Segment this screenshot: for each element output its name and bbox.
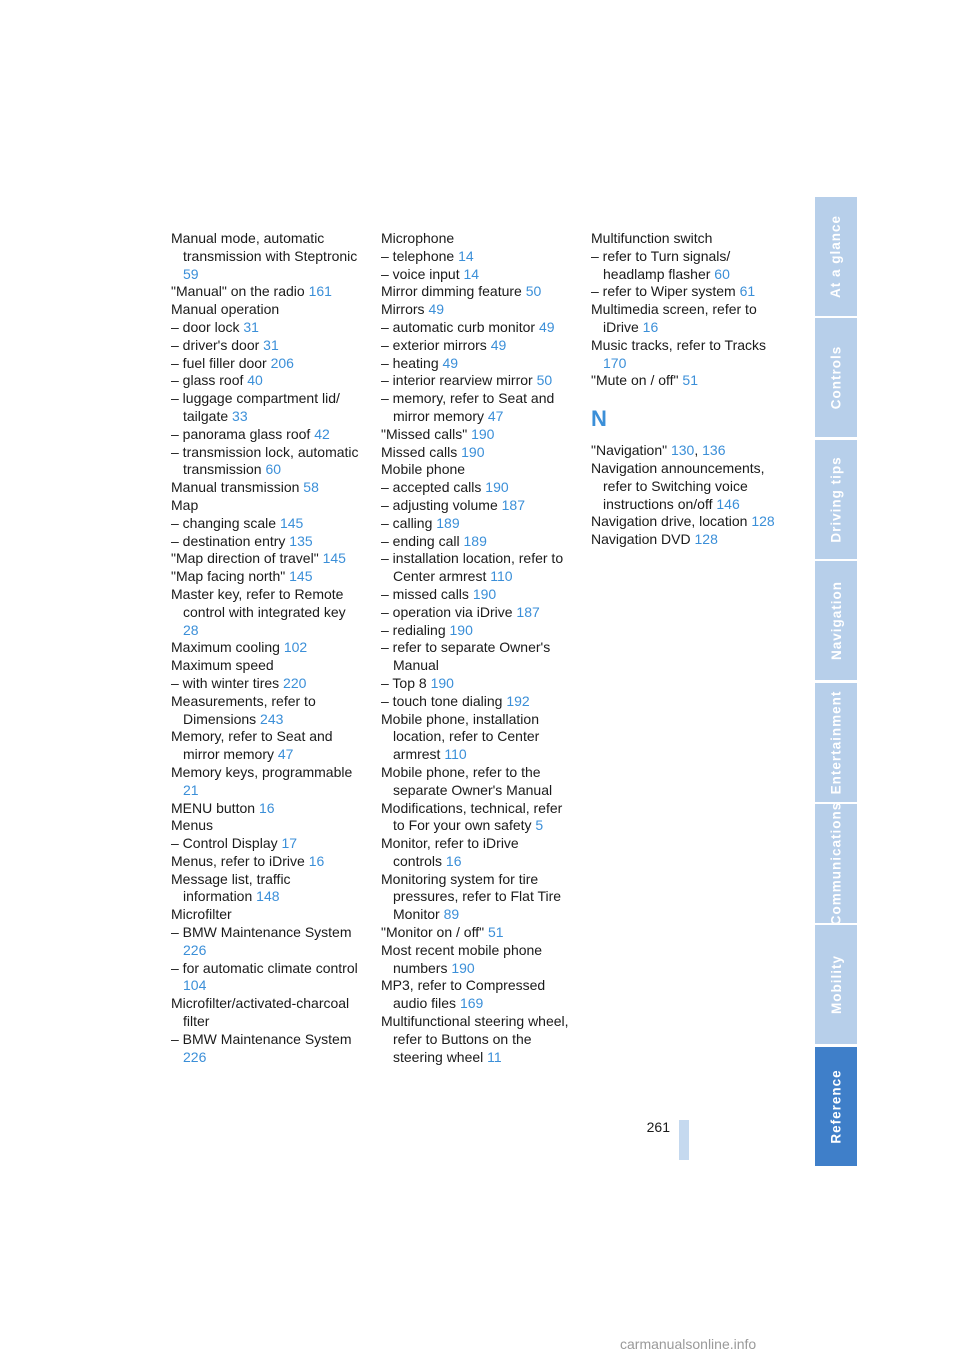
watermark-text: carmanualsonline.info [620,1336,757,1352]
index-entry [171,657,361,675]
index-entry [381,835,571,871]
entry-text: MENU button [171,799,256,816]
tab-label: Reference [828,1069,844,1144]
page-link[interactable]: 14 [463,265,480,282]
entry-text: Memory keys, programmable [171,763,353,780]
entry-text: "Navigation" [591,442,668,459]
index-entry [381,301,571,319]
entry-text: – operation via iDrive [381,603,513,620]
tab-entertainment[interactable] [815,683,857,802]
tab-label: At a glance [828,214,844,299]
index-entry [591,337,781,373]
page-link[interactable]: 187 [516,603,540,620]
entry-text: Navigation drive, location [591,513,748,530]
index-column-2 [381,230,571,1066]
page-link[interactable]: 190 [472,585,497,602]
index-subentry [171,960,361,996]
index-subentry [381,533,571,551]
entry-text: – exterior mirrors [381,336,487,353]
entry-text: Memory, refer to Seat and mirror memory [171,728,333,763]
tab-at-a-glance[interactable] [815,197,857,316]
index-column-1 [171,230,361,1066]
entry-text: – luggage compartment lid/ tailgate [171,390,340,424]
index-subentry [381,337,571,355]
tab-driving-tips[interactable] [815,440,857,559]
tab-label: Entertainment [828,690,844,795]
page-link[interactable]: 206 [270,354,294,371]
index-entry [381,977,571,1013]
entry-text: – with winter tires [171,674,280,691]
index-entry [171,853,361,871]
tab-navigation[interactable] [815,561,857,680]
entry-text: Manual mode, automatic transmission with Steptronic [171,230,358,264]
index-entry [171,693,361,729]
page-link[interactable]: 104 [183,977,207,994]
page-link[interactable]: 189 [463,532,487,549]
entry-text: Mirrors [381,301,425,318]
entry-text: "Mute on / off" [591,372,679,389]
page-link[interactable]: 16 [642,318,659,335]
index-subentry [381,248,571,266]
entry-text: – touch tone dialing [381,692,503,709]
entry-text: – destination entry [171,532,286,549]
index-entry [171,568,361,586]
entry-text: – fuel filler door [171,354,267,371]
entry-text: Music tracks, refer to Tracks [591,336,767,353]
index-entry [591,230,781,248]
entry-text: – door lock [171,318,240,335]
page-link[interactable]: 33 [232,407,248,424]
entry-text: – missed calls [381,585,469,602]
index-subentry [381,675,571,693]
page-link[interactable]: 135 [289,532,313,549]
page-link[interactable]: 60 [714,265,730,282]
page-link[interactable]: 49 [490,336,507,353]
page-link[interactable]: 170 [603,354,627,371]
page-link[interactable]: 31 [243,318,259,335]
page-link[interactable]: 49 [428,301,445,318]
page-separator: , [694,442,703,459]
entry-text: Monitor, refer to iDrive controls [381,835,519,869]
page-link[interactable]: 226 [183,941,207,958]
index-subentry [171,835,361,853]
index-entry [171,550,361,568]
index-subentry [381,515,571,533]
entry-text: Navigation announcements, refer to Switching voice instructions on/off [591,459,765,512]
tab-communications[interactable] [815,801,857,926]
entry-text: – accepted calls [381,479,482,496]
index-entry [171,639,361,657]
index-subentry [171,355,361,373]
page-link[interactable]: 58 [303,479,319,496]
index-subentry [381,266,571,284]
entry-text: Menus [171,817,214,834]
index-entry [171,230,361,283]
index-subentry [171,426,361,444]
index-column-3 [591,230,781,549]
page-link[interactable]: 49 [538,318,555,335]
page-link[interactable]: 190 [485,479,509,496]
entry-text: Microfilter/activated-charcoal filter [171,995,350,1030]
page-link[interactable]: 102 [283,639,308,656]
entry-text: Modifications, technical, refer to For your own safety [381,799,563,834]
entry-text: Measurements, refer to Dimensions [171,692,316,727]
index-subentry [591,283,781,301]
index-entry [171,817,361,835]
entry-text: – voice input [381,265,460,282]
index-subentry [171,372,361,390]
page-link[interactable]: 61 [739,283,756,300]
index-subentry [381,390,571,426]
entry-text: – ending call [381,532,460,549]
index-subentry [171,675,361,693]
page-link[interactable]: 220 [283,674,307,691]
page-link[interactable]: 190 [449,621,473,638]
index-entry [381,800,571,836]
index-entry [171,871,361,907]
index-entry [171,995,361,1031]
entry-text: – Control Display [171,835,278,852]
entry-text: Multifunction switch [591,230,713,246]
page-link[interactable]: 190 [430,674,454,691]
entry-text: – for automatic climate control [171,959,358,976]
page-link[interactable]: 21 [183,781,199,798]
index-subentry [171,390,361,426]
entry-text: Most recent mobile phone numbers [381,941,543,976]
page-link[interactable]: 17 [281,835,298,852]
page-link[interactable]: 145 [279,514,304,531]
index-entry [171,764,361,800]
page-link[interactable]: 190 [451,959,475,976]
page-link[interactable]: 59 [183,265,199,282]
index-entry [381,283,571,301]
entry-text: Manual transmission [171,479,300,496]
section-tabs [815,197,857,1160]
index-entry [171,283,361,301]
entry-text: MP3, refer to Compressed audio files [381,977,546,1012]
page-link[interactable]: 128 [751,513,775,530]
index-subentry [171,1031,361,1067]
page-link[interactable]: 16 [258,799,275,816]
entry-text: – refer to Turn signals/ headlamp flasher [591,247,731,282]
page-link[interactable]: 190 [471,425,495,442]
entry-text: Maximum speed [171,657,274,674]
entry-text: – heating [381,354,439,371]
entry-text: – interior rearview mirror [381,372,533,389]
entry-text: Mobile phone, refer to the separate Owner's Manual [381,763,553,798]
page-link[interactable]: 110 [444,746,467,763]
page-link[interactable]: 47 [277,746,294,763]
index-subentry [381,604,571,622]
page-link[interactable]: 226 [183,1048,207,1065]
tab-label: Controls [828,345,844,410]
tab-reference[interactable] [815,1047,857,1166]
index-subentry [381,693,571,711]
index-subentry [171,337,361,355]
index-entry [171,301,361,319]
index-subentry [381,639,571,675]
index-subentry [591,248,781,284]
index-subentry [381,586,571,604]
page-link[interactable]: 130 [670,442,695,459]
index-entry [591,531,781,549]
entry-text: – Top 8 [381,674,427,691]
entry-text: – adjusting volume [381,496,498,513]
page-link[interactable]: 50 [525,283,542,300]
entry-text: "Monitor on / off" [381,924,485,941]
entry-text: – redialing [381,621,446,638]
index-entry [591,460,781,513]
page-link[interactable]: 49 [442,354,459,371]
page-link[interactable]: 42 [314,425,330,442]
entry-text: "Missed calls" [381,425,468,442]
index-entry [381,1013,571,1066]
page-link[interactable]: 243 [260,710,284,727]
index-subentry [171,533,361,551]
entry-text: – refer to separate Owner's Manual [381,639,551,674]
index-entry [591,513,781,531]
index-subentry [381,622,571,640]
entry-text: – transmission lock, automatic transmission [171,443,359,478]
entry-text: "Manual" on the radio [171,283,305,300]
entry-text: Menus, refer to iDrive [171,852,305,869]
page-link[interactable]: 190 [461,443,485,460]
entry-text: – automatic curb monitor [381,318,536,335]
page-link[interactable]: 16 [308,852,325,869]
entry-text: – installation location, refer to Center armrest [381,550,564,585]
page-link[interactable]: 145 [289,568,313,585]
entry-text: Monitoring system for tire pressures, refer to Flat Tire Monitor [381,870,562,923]
entry-text: Multifunctional steering wheel, refer to Buttons on the steering wheel [381,1013,569,1065]
entry-text: Manual operation [171,301,280,318]
page-link[interactable]: 28 [183,621,199,638]
entry-text: Maximum cooling [171,639,280,656]
entry-text: – panorama glass roof [171,425,311,442]
entry-text: Mobile phone [381,461,466,478]
tab-controls[interactable] [815,318,857,437]
page-link[interactable]: 136 [702,442,726,459]
index-entry [591,442,781,460]
tab-label: Mobility [828,955,844,1014]
index-subentry [381,479,571,497]
entry-text: Navigation DVD [591,531,691,548]
entry-text: – telephone [381,247,455,264]
index-entry [381,942,571,978]
page-number: 261 [646,1119,670,1135]
entry-text: "Map facing north" [171,568,286,585]
entry-text: Missed calls [381,443,458,460]
index-entry [381,230,571,248]
page-link[interactable]: 40 [247,372,263,389]
index-subentry [381,550,571,586]
page-link[interactable]: 145 [322,550,346,567]
page-link[interactable]: 189 [436,514,460,531]
page-link[interactable]: 14 [458,247,474,264]
page-link[interactable]: 187 [501,496,525,513]
page-link[interactable]: 146 [716,495,740,512]
index-entry [171,728,361,764]
page-link[interactable]: 148 [256,888,280,905]
entry-text: – glass roof [171,372,244,389]
page-link[interactable]: 89 [443,906,460,923]
tab-mobility[interactable] [815,925,857,1044]
page-link[interactable]: 128 [694,531,718,548]
index-entry [171,800,361,818]
tab-label: Navigation [828,580,844,661]
index-entry [381,711,571,764]
index-entry [381,444,571,462]
page-link[interactable]: 169 [459,995,484,1012]
page-link[interactable]: 5 [535,817,544,834]
index-entry [171,479,361,497]
index-entry [381,461,571,479]
index-subentry [381,497,571,515]
entry-text: Microfilter [171,906,232,923]
index-subentry [381,372,571,390]
entry-text: Multimedia screen, refer to iDrive [591,301,757,335]
page-link[interactable]: 192 [506,692,530,709]
page-link[interactable]: 31 [263,336,279,353]
entry-text: Microphone [381,230,455,246]
page-link[interactable]: 161 [308,283,332,300]
entry-text: Map [171,496,199,513]
entry-text: Mobile phone, installation location, refer to Center armrest [381,710,540,763]
entry-text: – changing scale [171,514,277,531]
entry-text: – memory, refer to Seat and mirror memory [381,390,555,424]
index-subentry [381,319,571,337]
index-entry [381,426,571,444]
index-entry [381,764,571,800]
section-letter: N [591,406,607,432]
index-subentry [171,319,361,337]
index-entry [381,924,571,942]
entry-text: Message list, traffic information [171,870,291,905]
entry-text: Mirror dimming feature [381,283,522,300]
page-link[interactable]: 50 [536,372,553,389]
index-subentry [171,444,361,480]
entry-text: – BMW Maintenance System [171,1030,352,1047]
index-entry [171,586,361,639]
index-entry [171,497,361,515]
entry-text: – calling [381,514,433,531]
page-link[interactable]: 51 [682,372,698,389]
index-subentry [381,355,571,373]
page-marker-bar [679,1120,689,1160]
tab-label: Communications [828,801,844,926]
index-entry [591,372,781,390]
tab-label: Driving tips [828,456,844,543]
page-link[interactable]: 60 [265,461,282,478]
entry-text: "Map direction of travel" [171,550,319,567]
entry-text: – BMW Maintenance System [171,924,352,941]
index-subentry [171,515,361,533]
entry-text: Master key, refer to Remote control with integrated key [171,585,346,620]
index-entry [381,871,571,924]
page-link[interactable]: 110 [490,568,513,585]
index-subentry [171,924,361,960]
index-entry [591,301,781,337]
entry-text: – refer to Wiper system [591,283,736,300]
page-link[interactable]: 11 [487,1048,502,1065]
index-entry [171,906,361,924]
page-link[interactable]: 16 [445,852,462,869]
entry-text: – driver's door [171,336,260,353]
page-link[interactable]: 51 [487,924,504,941]
page-link[interactable]: 47 [487,407,504,424]
